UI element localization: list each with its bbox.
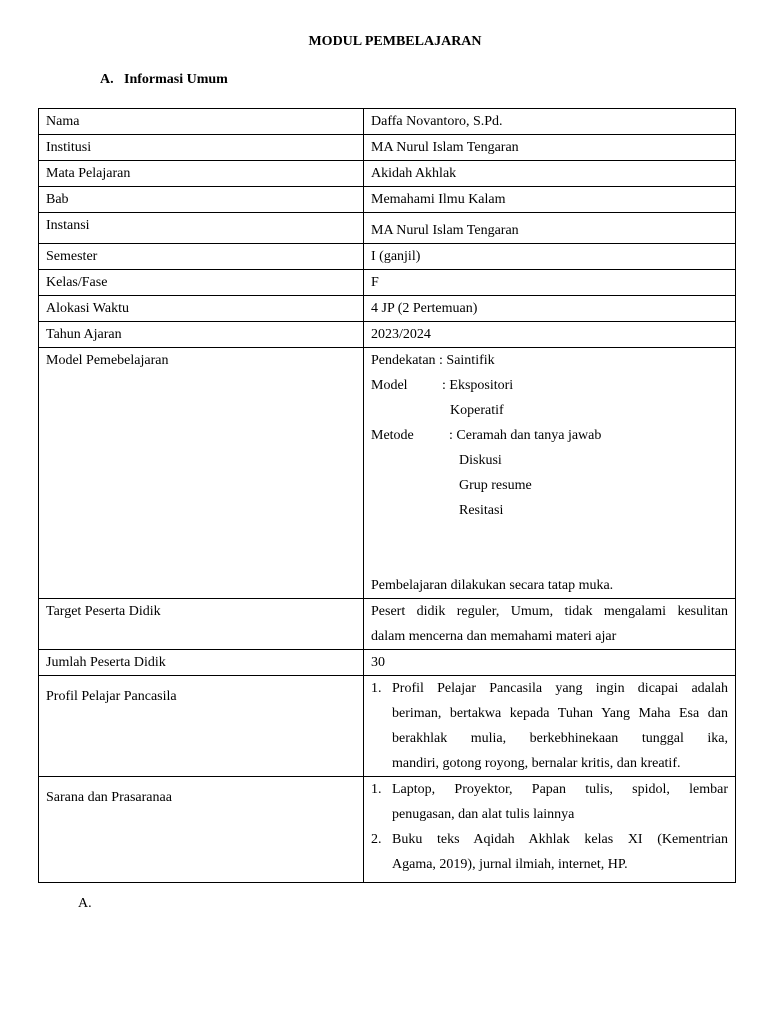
table-row bbox=[39, 187, 736, 213]
table-row bbox=[39, 135, 736, 161]
row-value: Akidah Akhlak bbox=[364, 161, 736, 187]
row-label: Mata Pelajaran bbox=[39, 161, 364, 187]
row-value: Daffa Novantoro, S.Pd. bbox=[364, 109, 736, 135]
table-row bbox=[39, 777, 736, 883]
row-label: Bab bbox=[39, 187, 364, 213]
list-item bbox=[371, 777, 728, 827]
table-row bbox=[39, 599, 736, 650]
next-section-marker: A. bbox=[78, 896, 92, 911]
list-number: 1. bbox=[371, 782, 382, 797]
table-row bbox=[39, 348, 736, 599]
row-value: 2023/2024 bbox=[364, 322, 736, 348]
row-label-text: Profil Pelajar Pancasila bbox=[46, 689, 177, 704]
metode-label: Metode bbox=[371, 428, 414, 443]
list-line: berakhlak mulia, berkebhinekaan tunggal ika, bbox=[392, 731, 728, 746]
row-label bbox=[39, 777, 364, 883]
document-title: MODUL PEMBELAJARAN bbox=[308, 34, 482, 49]
table-row bbox=[39, 322, 736, 348]
model-line bbox=[371, 373, 728, 398]
model-value: : Ekspositori bbox=[442, 378, 514, 393]
list-line: Buku teks Aqidah Akhlak kelas XI (Kementrian bbox=[392, 832, 728, 847]
row-value bbox=[364, 676, 736, 777]
table-row bbox=[39, 650, 736, 676]
metode-line bbox=[371, 423, 728, 448]
metode-item: Grup resume bbox=[459, 478, 532, 493]
spacer bbox=[371, 523, 728, 573]
row-label: Instansi bbox=[39, 213, 364, 244]
list-line: beriman, bertakwa kepada Tuhan Yang Maha Esa dan bbox=[392, 706, 728, 721]
row-label-text: Sarana dan Prasaranaa bbox=[46, 790, 172, 805]
list-item bbox=[371, 827, 728, 877]
row-label: Jumlah Peserta Didik bbox=[39, 650, 364, 676]
table-row bbox=[39, 676, 736, 777]
table-row bbox=[39, 244, 736, 270]
table-row bbox=[39, 270, 736, 296]
row-value: Memahami Ilmu Kalam bbox=[364, 187, 736, 213]
row-label: Model Pemebelajaran bbox=[39, 348, 364, 599]
info-table bbox=[38, 108, 736, 883]
list-line: penugasan, dan alat tulis lainnya bbox=[392, 807, 575, 822]
row-value-text: MA Nurul Islam Tengaran bbox=[371, 223, 519, 238]
row-value bbox=[364, 777, 736, 883]
model-label: Model bbox=[371, 378, 408, 393]
target-line: Pesert didik reguler, Umum, tidak mengalami kesulitan bbox=[371, 604, 728, 619]
list-line: Profil Pelajar Pancasila yang ingin dicapai adalah bbox=[392, 681, 728, 696]
table-row bbox=[39, 213, 736, 244]
profil-list bbox=[371, 676, 728, 776]
list-number: 1. bbox=[371, 681, 382, 696]
table-row bbox=[39, 161, 736, 187]
table-row bbox=[39, 109, 736, 135]
row-label: Semester bbox=[39, 244, 364, 270]
list-line: mandiri, gotong royong, bernalar kritis, dan kreatif. bbox=[392, 756, 681, 771]
section-heading bbox=[100, 72, 228, 88]
list-line: Agama, 2019), jurnal ilmiah, internet, HP. bbox=[392, 857, 628, 872]
row-label: Kelas/Fase bbox=[39, 270, 364, 296]
row-value: 4 JP (2 Pertemuan) bbox=[364, 296, 736, 322]
row-label: Nama bbox=[39, 109, 364, 135]
list-number: 2. bbox=[371, 832, 382, 847]
metode-value: : Ceramah dan tanya jawab bbox=[449, 428, 602, 443]
row-value bbox=[364, 348, 736, 599]
table-row bbox=[39, 296, 736, 322]
row-label: Alokasi Waktu bbox=[39, 296, 364, 322]
section-label: Informasi Umum bbox=[124, 72, 228, 87]
sarana-list bbox=[371, 777, 728, 877]
row-label: Target Peserta Didik bbox=[39, 599, 364, 650]
row-value bbox=[364, 599, 736, 650]
row-value: F bbox=[364, 270, 736, 296]
list-item bbox=[371, 676, 728, 776]
row-label: Institusi bbox=[39, 135, 364, 161]
row-value: I (ganjil) bbox=[364, 244, 736, 270]
row-value: MA Nurul Islam Tengaran bbox=[364, 135, 736, 161]
pendekatan-line: Pendekatan : Saintifik bbox=[371, 353, 495, 368]
section-number: A. bbox=[100, 72, 114, 87]
metode-item: Diskusi bbox=[459, 453, 502, 468]
metode-item: Resitasi bbox=[459, 503, 504, 518]
model-value-2: Koperatif bbox=[450, 403, 504, 418]
row-value: 30 bbox=[364, 650, 736, 676]
row-value bbox=[364, 213, 736, 244]
row-label: Tahun Ajaran bbox=[39, 322, 364, 348]
target-line: dalam mencerna dan memahami materi ajar bbox=[371, 629, 617, 644]
row-label bbox=[39, 676, 364, 777]
list-line: Laptop, Proyektor, Papan tulis, spidol, lembar bbox=[392, 782, 728, 797]
model-note: Pembelajaran dilakukan secara tatap muka. bbox=[371, 578, 614, 593]
